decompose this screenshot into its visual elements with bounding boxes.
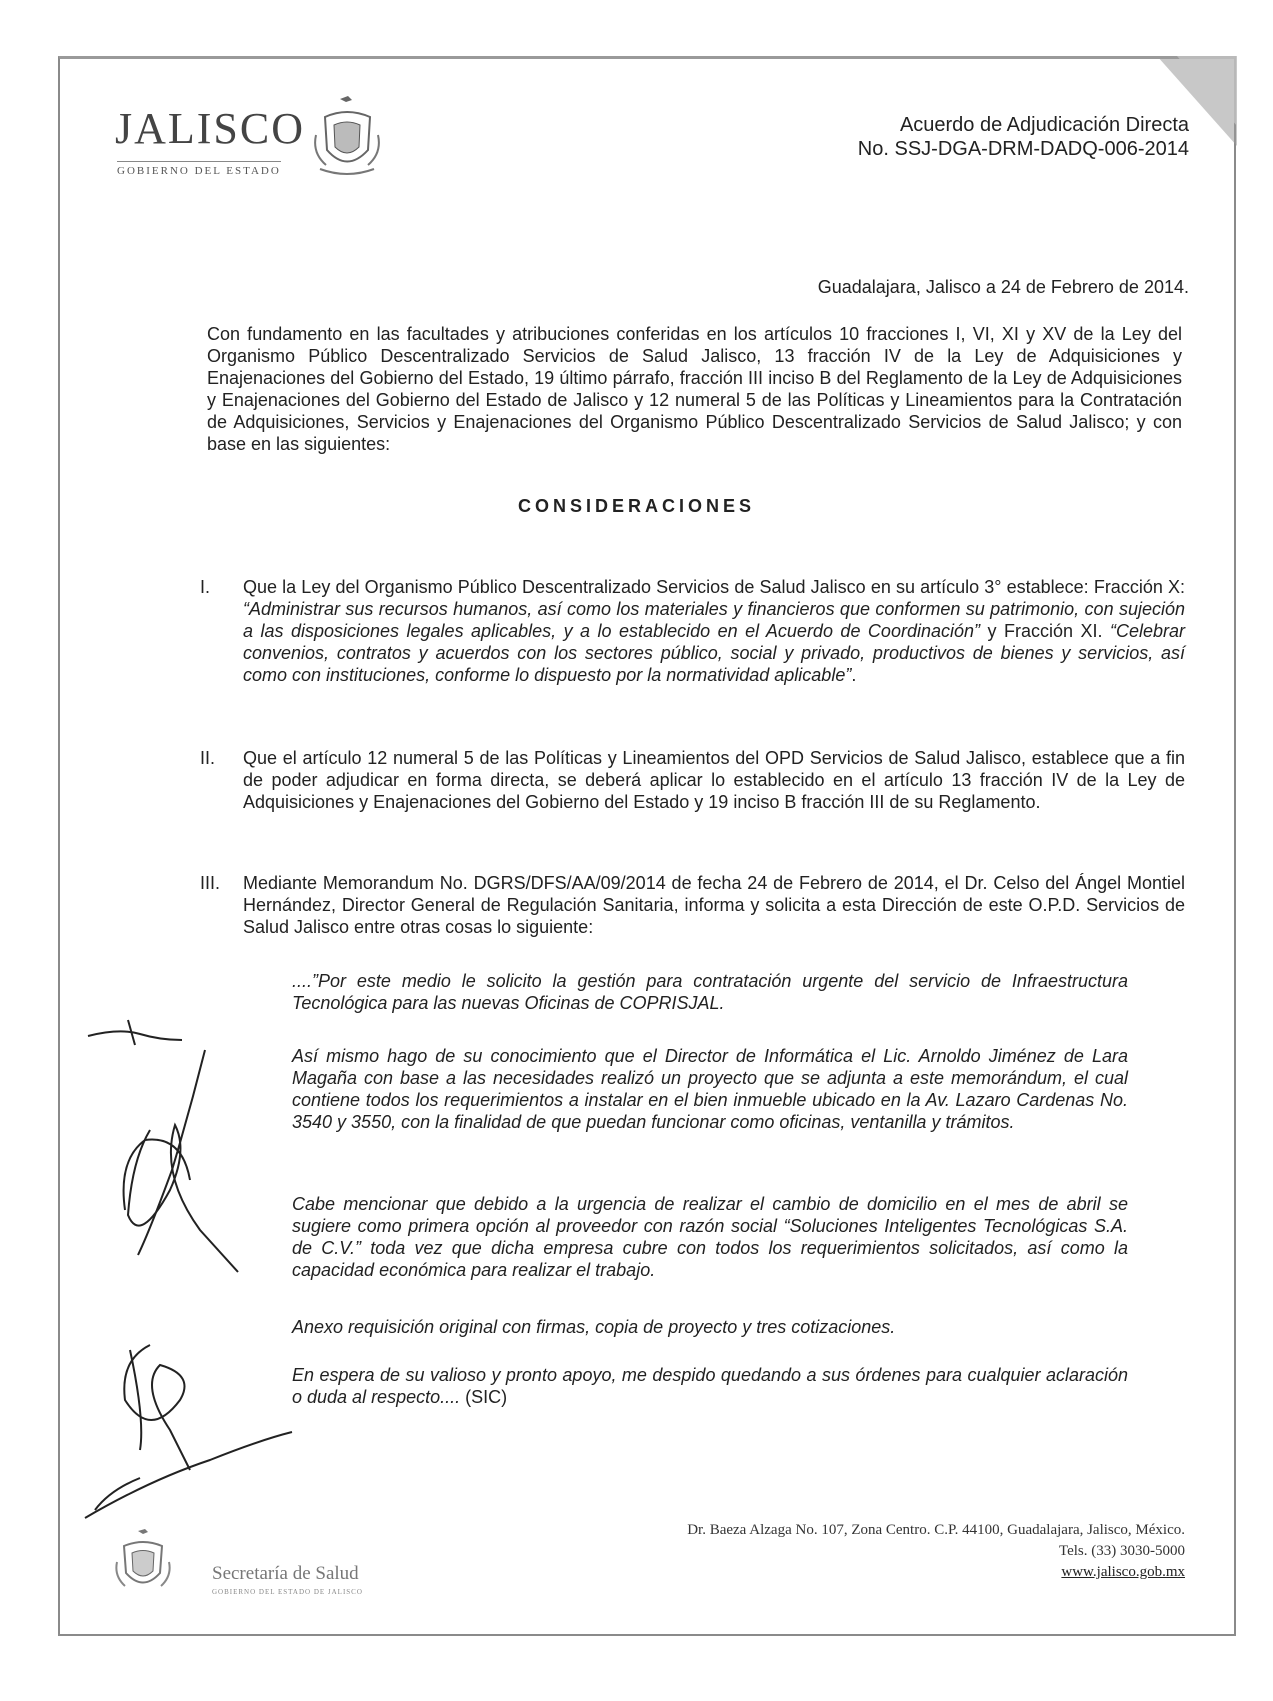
footer-address: Dr. Baeza Alzaga No. 107, Zona Centro. C.P. 44100, Guadalajara, Jalisco, México. bbox=[687, 1522, 1185, 1538]
memo-quote-paragraph: Así mismo hago de su conocimiento que el Director de Informática el Lic. Arnoldo Jiménez de Lara Magaña con base a las necesidades realizó un proyecto que se adjunta a este memorándum, el cual contiene todos los requerimientos a instalar en el bien inmueble ubicado en la Av. Lazaro Cardenas No. 3540 y 3550, con la finalidad de que puedan funcionar como oficinas, ventanilla y trámitos. bbox=[292, 1046, 1128, 1132]
coat-of-arms-icon bbox=[112, 1528, 174, 1598]
item-quote: “Administrar sus recursos humanos, así como los materiales y financieros que conformen su patrimonio, con sujeción a las disposiciones legales aplicables, y a lo establecido en el Acuerdo de Coordinación” bbox=[243, 599, 1185, 641]
intro-paragraph: Con fundamento en las facultades y atribuciones conferidas en los artículos 10 fracciones I, VI, XI y XV de la Ley del Organismo Público Descentralizado Servicios de Salud Jalisco, 13 fracción IV de la Ley de Adquisiciones y Enajenaciones del Gobierno del Estado, 19 último párrafo, fracción III inciso B del Reglamento de la Ley de Adquisiciones y Enajenaciones del Gobierno del Estado de Jalisco y 12 numeral 5 de las Políticas y Lineamientos para la Contratación de Adquisiciones, Servicios y Enajenaciones del Organismo Público Descentralizado Servicios de Salud Jalisco; y con base en las siguientes: bbox=[207, 324, 1182, 454]
item-text-part: y Fracción XI. bbox=[980, 621, 1110, 641]
item-text-part: Que la Ley del Organismo Público Descentralizado Servicios de Salud Jalisco en su artículo 3° establece: Fracción X: bbox=[243, 577, 1185, 597]
memo-closing-paragraph bbox=[292, 1364, 1128, 1408]
consideration-item bbox=[200, 872, 1185, 938]
footer-contact bbox=[687, 1520, 1185, 1583]
item-number: III. bbox=[200, 873, 221, 893]
logo-wordmark: JALISCO bbox=[115, 104, 306, 153]
item-text bbox=[243, 576, 1185, 686]
consideration-item bbox=[200, 747, 1185, 813]
item-number: II. bbox=[200, 748, 216, 768]
logo-subtext: GOBIERNO DEL ESTADO bbox=[117, 161, 281, 177]
document-title-line1: Acuerdo de Adjudicación Directa bbox=[899, 114, 1189, 136]
secretaria-salud-logo bbox=[112, 1528, 392, 1598]
footer-website-link[interactable]: www.jalisco.gob.mx bbox=[1061, 1564, 1185, 1580]
section-heading: CONSIDERACIONES bbox=[517, 496, 756, 516]
item-text: Mediante Memorandum No. DGRS/DFS/AA/09/2014 de fecha 24 de Febrero de 2014, el Dr. Celso del Ángel Montiel Hernández, Director General de Regulación Sanitaria, informa y solicita a esta Dirección de este O.P.D. Servicios de Salud Jalisco entre otras cosas lo siguiente: bbox=[243, 873, 1185, 937]
secretaria-subtext: GOBIERNO DEL ESTADO DE JALISCO bbox=[212, 1588, 363, 1596]
memo-quote-paragraph: ....”Por este medio le solicito la gestión para contratación urgente del servicio de Infraestructura Tecnológica para las nuevas Oficinas de COPRISJAL. bbox=[292, 971, 1128, 1013]
item-text: Que el artículo 12 numeral 5 de las Políticas y Lineamientos del OPD Servicios de Salud Jalisco, establece que a fin de poder adjudicar en forma directa, se deberá aplicar lo establecido en el artículo 13 fracción IV de la Ley de Adquisiciones y Enajenaciones del Gobierno del Estado y 19 inciso B fracción III de su Reglamento. bbox=[243, 748, 1185, 812]
footer-phone: Tels. (33) 3030-5000 bbox=[1058, 1543, 1185, 1559]
closing-text: En espera de su valioso y pronto apoyo, me despido quedando a sus órdenes para cualquier aclaración o duda al respecto.... bbox=[292, 1365, 1128, 1407]
secretaria-name: Secretaría de Salud bbox=[212, 1563, 359, 1584]
coat-of-arms-icon bbox=[310, 95, 385, 180]
sic-marker: (SIC) bbox=[465, 1387, 508, 1407]
memo-quote-paragraph: Cabe mencionar que debido a la urgencia de realizar el cambio de domicilio en el mes de abril se sugiere como primera opción al proveedor con razón social “Soluciones Inteligentes Tecnológicas S.A. de C.V.” toda vez que dicha empresa cubre con todos los requerimientos solicitados, así como la capacidad económica para realizar el trabajo. bbox=[292, 1194, 1128, 1280]
jalisco-logo bbox=[115, 95, 395, 185]
document-date: Guadalajara, Jalisco a 24 de Febrero de 2014. bbox=[817, 277, 1189, 297]
consideration-item bbox=[200, 576, 1185, 686]
item-number: I. bbox=[200, 577, 211, 597]
document-number: No. SSJ-DGA-DRM-DADQ-006-2014 bbox=[857, 138, 1189, 160]
memo-quote-paragraph: Anexo requisición original con firmas, copia de proyecto y tres cotizaciones. bbox=[292, 1317, 896, 1337]
item-text-part: . bbox=[851, 665, 857, 685]
item-quote: “Celebrar convenios, contratos y acuerdos con los sectores público, social y privado, productivos de bienes y servicios, así como con instituciones, conforme lo dispuesto por la normatividad aplicable” bbox=[243, 621, 1185, 685]
document-title bbox=[858, 113, 1189, 161]
